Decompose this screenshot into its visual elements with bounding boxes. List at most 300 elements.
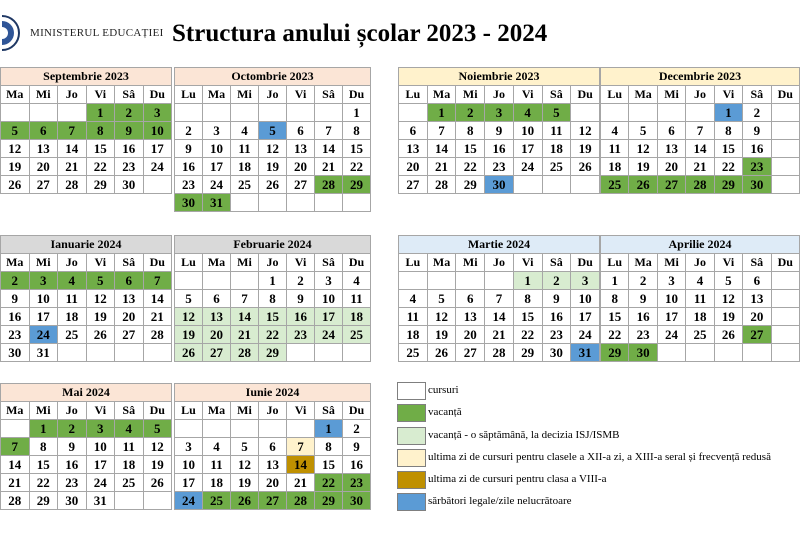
day-cell: 23 [175, 176, 203, 194]
week-row [1, 272, 172, 290]
day-cell: 28 [287, 492, 315, 510]
day-header: Vi [287, 254, 315, 272]
day-header: Du [143, 402, 172, 420]
day-cell: 15 [456, 140, 485, 158]
day-cell [58, 104, 87, 122]
day-cell: 3 [485, 104, 514, 122]
day-cell: 26 [143, 474, 172, 492]
week-row [601, 176, 800, 194]
day-cell: 30 [1, 344, 30, 362]
month-ian [0, 235, 172, 362]
day-cell: 24 [203, 176, 231, 194]
day-cell [771, 344, 799, 362]
day-cell: 8 [343, 122, 371, 140]
legend-label: sărbători legale/zile nelucrătoare [428, 495, 572, 507]
day-cell [771, 290, 799, 308]
legend-swatch-ultima-zi-viii [397, 471, 426, 489]
day-header: Sâ [743, 86, 771, 104]
day-cell: 7 [315, 122, 343, 140]
day-cell: 30 [485, 176, 514, 194]
day-cell [287, 420, 315, 438]
day-header: Du [771, 254, 799, 272]
day-cell: 20 [456, 326, 485, 344]
day-cell [542, 176, 571, 194]
week-row [399, 140, 600, 158]
week-row [1, 158, 172, 176]
day-cell: 4 [58, 272, 87, 290]
day-cell: 5 [231, 438, 259, 456]
day-cell [743, 344, 771, 362]
day-cell: 23 [343, 474, 371, 492]
day-cell: 27 [399, 176, 428, 194]
day-cell: 20 [29, 158, 58, 176]
day-cell: 23 [1, 326, 30, 344]
day-header: Vi [86, 254, 115, 272]
day-cell: 22 [315, 474, 343, 492]
day-cell: 12 [714, 290, 742, 308]
day-cell: 24 [571, 326, 600, 344]
day-cell: 13 [657, 140, 685, 158]
day-cell: 8 [86, 122, 115, 140]
month-iun [174, 383, 371, 510]
day-header: Lu [175, 86, 203, 104]
day-cell [203, 420, 231, 438]
month-mar [398, 235, 600, 362]
day-cell [513, 176, 542, 194]
day-cell: 28 [231, 344, 259, 362]
week-row [601, 158, 800, 176]
day-header: Ma [427, 86, 456, 104]
day-cell: 25 [231, 176, 259, 194]
week-row [1, 290, 172, 308]
day-header: Jo [259, 86, 287, 104]
day-cell: 5 [86, 272, 115, 290]
week-row [601, 308, 800, 326]
day-cell: 2 [175, 122, 203, 140]
day-cell: 27 [743, 326, 771, 344]
day-cell [175, 420, 203, 438]
day-cell [259, 194, 287, 212]
day-cell: 25 [686, 326, 714, 344]
month-title: Octombrie 2023 [175, 68, 371, 86]
day-header: Mi [657, 254, 685, 272]
day-cell: 25 [343, 326, 371, 344]
day-cell: 22 [29, 474, 58, 492]
day-cell: 10 [657, 290, 685, 308]
day-cell [399, 272, 428, 290]
day-cell: 6 [743, 272, 771, 290]
day-cell: 14 [231, 308, 259, 326]
day-cell: 21 [1, 474, 30, 492]
day-cell: 5 [1, 122, 30, 140]
day-cell: 9 [1, 290, 30, 308]
day-cell: 13 [743, 290, 771, 308]
day-cell: 18 [686, 308, 714, 326]
day-cell [175, 272, 203, 290]
day-cell: 1 [315, 420, 343, 438]
day-cell: 21 [485, 326, 514, 344]
day-cell: 18 [343, 308, 371, 326]
day-header: Du [343, 254, 371, 272]
week-row [175, 104, 371, 122]
day-cell: 20 [287, 158, 315, 176]
day-cell: 22 [259, 326, 287, 344]
day-cell: 7 [58, 122, 87, 140]
day-cell: 15 [513, 308, 542, 326]
day-cell: 8 [513, 290, 542, 308]
month-feb [174, 235, 371, 362]
month-title: Septembrie 2023 [1, 68, 172, 86]
day-header: Jo [686, 86, 714, 104]
week-row [1, 326, 172, 344]
day-cell: 25 [203, 492, 231, 510]
day-header: Lu [175, 402, 203, 420]
day-cell: 5 [259, 122, 287, 140]
day-cell: 29 [714, 176, 742, 194]
day-cell: 18 [399, 326, 428, 344]
day-cell: 3 [175, 438, 203, 456]
day-header: Vi [287, 402, 315, 420]
day-cell: 26 [571, 158, 600, 176]
day-cell: 28 [485, 344, 514, 362]
day-cell: 15 [343, 140, 371, 158]
day-cell [143, 344, 172, 362]
day-cell: 12 [86, 290, 115, 308]
day-cell: 4 [601, 122, 629, 140]
day-cell: 17 [571, 308, 600, 326]
week-row [1, 104, 172, 122]
month-title: Aprilie 2024 [601, 236, 800, 254]
day-cell [343, 344, 371, 362]
day-cell: 16 [542, 308, 571, 326]
day-cell: 11 [58, 290, 87, 308]
day-cell: 19 [175, 326, 203, 344]
day-cell: 2 [1, 272, 30, 290]
day-cell: 31 [86, 492, 115, 510]
day-cell [456, 272, 485, 290]
day-cell: 2 [115, 104, 144, 122]
week-row [175, 122, 371, 140]
day-header: Jo [259, 402, 287, 420]
day-cell [771, 326, 799, 344]
week-row [399, 272, 600, 290]
day-header: Jo [58, 254, 87, 272]
day-header: Lu [601, 86, 629, 104]
day-cell: 11 [203, 456, 231, 474]
day-cell: 30 [175, 194, 203, 212]
day-cell: 20 [203, 326, 231, 344]
day-cell: 5 [542, 104, 571, 122]
day-header: Jo [259, 254, 287, 272]
day-header: Sâ [115, 86, 144, 104]
day-cell [485, 272, 514, 290]
day-cell: 2 [542, 272, 571, 290]
day-cell: 16 [287, 308, 315, 326]
day-cell: 9 [743, 122, 771, 140]
day-cell: 29 [601, 344, 629, 362]
day-cell: 25 [399, 344, 428, 362]
day-cell: 24 [143, 158, 172, 176]
week-row [601, 290, 800, 308]
day-cell: 14 [485, 308, 514, 326]
day-cell: 15 [714, 140, 742, 158]
day-cell: 22 [343, 158, 371, 176]
day-cell: 12 [427, 308, 456, 326]
day-cell [58, 344, 87, 362]
day-cell: 2 [343, 420, 371, 438]
day-cell: 29 [29, 492, 58, 510]
day-cell: 16 [58, 456, 87, 474]
day-header: Sâ [743, 254, 771, 272]
day-header: Mi [29, 86, 58, 104]
day-header: Mi [29, 254, 58, 272]
day-header: Jo [485, 86, 514, 104]
day-cell: 19 [427, 326, 456, 344]
day-cell [86, 344, 115, 362]
legend-swatch-ultima-zi-xii [397, 449, 426, 467]
day-cell: 30 [343, 492, 371, 510]
day-cell: 9 [542, 290, 571, 308]
day-cell: 12 [175, 308, 203, 326]
week-row [175, 290, 371, 308]
day-cell: 1 [427, 104, 456, 122]
day-cell [315, 344, 343, 362]
day-cell: 19 [714, 308, 742, 326]
day-cell: 2 [58, 420, 87, 438]
day-header: Jo [686, 254, 714, 272]
day-cell: 8 [714, 122, 742, 140]
day-header: Ma [1, 402, 30, 420]
day-header: Ma [1, 86, 30, 104]
day-cell: 10 [143, 122, 172, 140]
day-cell: 11 [601, 140, 629, 158]
day-cell: 26 [259, 176, 287, 194]
day-cell: 27 [456, 344, 485, 362]
day-cell: 23 [115, 158, 144, 176]
day-cell: 19 [86, 308, 115, 326]
week-row [175, 194, 371, 212]
day-cell: 4 [203, 438, 231, 456]
day-header: Vi [86, 86, 115, 104]
day-cell: 13 [29, 140, 58, 158]
day-cell: 17 [143, 140, 172, 158]
day-cell: 12 [231, 456, 259, 474]
day-header: Du [143, 254, 172, 272]
day-cell: 28 [143, 326, 172, 344]
week-row [175, 344, 371, 362]
day-cell: 11 [231, 140, 259, 158]
day-cell: 13 [399, 140, 428, 158]
day-cell: 11 [686, 290, 714, 308]
day-cell: 10 [203, 140, 231, 158]
week-row [601, 140, 800, 158]
day-cell: 16 [485, 140, 514, 158]
day-cell: 18 [58, 308, 87, 326]
day-cell: 21 [143, 308, 172, 326]
month-apr [600, 235, 800, 362]
day-cell: 24 [315, 326, 343, 344]
day-cell: 6 [456, 290, 485, 308]
ministry-logo-icon [2, 12, 20, 54]
day-cell: 19 [571, 140, 600, 158]
day-cell: 11 [115, 438, 144, 456]
day-cell: 29 [86, 176, 115, 194]
day-cell: 25 [601, 176, 629, 194]
day-cell: 7 [485, 290, 514, 308]
day-cell [1, 104, 30, 122]
day-header: Lu [399, 254, 428, 272]
month-title: Decembrie 2023 [601, 68, 800, 86]
day-cell: 14 [315, 140, 343, 158]
day-cell: 11 [343, 290, 371, 308]
day-cell: 1 [29, 420, 58, 438]
day-cell: 22 [86, 158, 115, 176]
day-cell [203, 104, 231, 122]
month-title: Februarie 2024 [175, 236, 371, 254]
legend-label: ultima zi de cursuri pentru clasele a XII-a zi, a XIII-a seral și frecvență redusă [428, 451, 771, 463]
day-header: Ma [427, 254, 456, 272]
day-cell: 23 [743, 158, 771, 176]
day-cell: 15 [601, 308, 629, 326]
day-cell: 16 [743, 140, 771, 158]
day-cell: 9 [58, 438, 87, 456]
day-cell: 3 [86, 420, 115, 438]
day-cell: 14 [427, 140, 456, 158]
day-cell: 5 [714, 272, 742, 290]
day-cell: 1 [343, 104, 371, 122]
day-cell: 10 [86, 438, 115, 456]
day-cell: 18 [203, 474, 231, 492]
week-row [175, 420, 371, 438]
day-cell: 4 [513, 104, 542, 122]
week-row [601, 326, 800, 344]
day-cell: 4 [686, 272, 714, 290]
day-cell: 29 [513, 344, 542, 362]
day-cell: 18 [231, 158, 259, 176]
day-header: Mi [231, 254, 259, 272]
day-cell: 7 [287, 438, 315, 456]
day-header: Vi [513, 254, 542, 272]
day-cell: 29 [456, 176, 485, 194]
day-header: Sâ [115, 254, 144, 272]
day-cell: 11 [542, 122, 571, 140]
day-cell [571, 176, 600, 194]
week-row [1, 420, 172, 438]
week-row [175, 326, 371, 344]
day-cell: 26 [86, 326, 115, 344]
legend-swatch-sarbatori [397, 493, 426, 511]
day-cell: 10 [175, 456, 203, 474]
day-header: Mi [456, 86, 485, 104]
day-cell: 2 [287, 272, 315, 290]
day-cell: 24 [513, 158, 542, 176]
day-cell: 13 [259, 456, 287, 474]
day-cell [287, 104, 315, 122]
day-header: Du [571, 86, 600, 104]
day-cell: 30 [542, 344, 571, 362]
day-cell: 4 [399, 290, 428, 308]
week-row [1, 474, 172, 492]
day-header: Vi [287, 86, 315, 104]
month-sep [0, 67, 172, 194]
day-cell: 23 [542, 326, 571, 344]
day-cell: 6 [287, 122, 315, 140]
day-header: Lu [175, 254, 203, 272]
day-cell [115, 344, 144, 362]
day-cell: 4 [115, 420, 144, 438]
day-cell [771, 272, 799, 290]
day-cell [771, 104, 799, 122]
day-cell: 31 [203, 194, 231, 212]
day-cell [143, 176, 172, 194]
month-mai [0, 383, 172, 510]
day-cell: 20 [259, 474, 287, 492]
day-cell: 24 [86, 474, 115, 492]
day-cell: 18 [115, 456, 144, 474]
day-cell: 21 [58, 158, 87, 176]
day-cell: 26 [175, 344, 203, 362]
week-row [399, 122, 600, 140]
day-cell: 8 [29, 438, 58, 456]
week-row [1, 344, 172, 362]
day-cell: 19 [629, 158, 657, 176]
day-cell [175, 104, 203, 122]
day-header: Du [571, 254, 600, 272]
day-cell: 9 [287, 290, 315, 308]
day-cell: 24 [175, 492, 203, 510]
day-cell: 28 [58, 176, 87, 194]
day-cell: 17 [513, 140, 542, 158]
day-cell: 4 [231, 122, 259, 140]
day-cell: 30 [629, 344, 657, 362]
week-row [1, 176, 172, 194]
legend-swatch-vacanta [397, 404, 426, 422]
day-cell [714, 344, 742, 362]
day-cell: 17 [315, 308, 343, 326]
month-dec [600, 67, 800, 194]
day-header: Du [343, 86, 371, 104]
day-cell: 22 [456, 158, 485, 176]
day-cell [427, 272, 456, 290]
week-row [1, 492, 172, 510]
day-cell: 29 [343, 176, 371, 194]
day-cell [629, 104, 657, 122]
day-cell: 14 [287, 456, 315, 474]
day-cell: 7 [1, 438, 30, 456]
legend-label: cursuri [428, 384, 459, 396]
day-cell: 3 [571, 272, 600, 290]
day-cell: 22 [714, 158, 742, 176]
day-cell: 3 [203, 122, 231, 140]
month-nov [398, 67, 600, 194]
day-cell: 20 [657, 158, 685, 176]
day-header: Jo [58, 86, 87, 104]
week-row [601, 272, 800, 290]
day-header: Jo [485, 254, 514, 272]
day-cell: 13 [287, 140, 315, 158]
day-cell: 10 [315, 290, 343, 308]
day-header: Jo [58, 402, 87, 420]
week-row [601, 122, 800, 140]
day-cell: 28 [686, 176, 714, 194]
week-row [399, 104, 600, 122]
day-cell: 17 [29, 308, 58, 326]
day-cell [657, 104, 685, 122]
legend-label: vacanță [428, 406, 462, 418]
day-cell: 19 [143, 456, 172, 474]
week-row [601, 104, 800, 122]
day-cell [686, 344, 714, 362]
